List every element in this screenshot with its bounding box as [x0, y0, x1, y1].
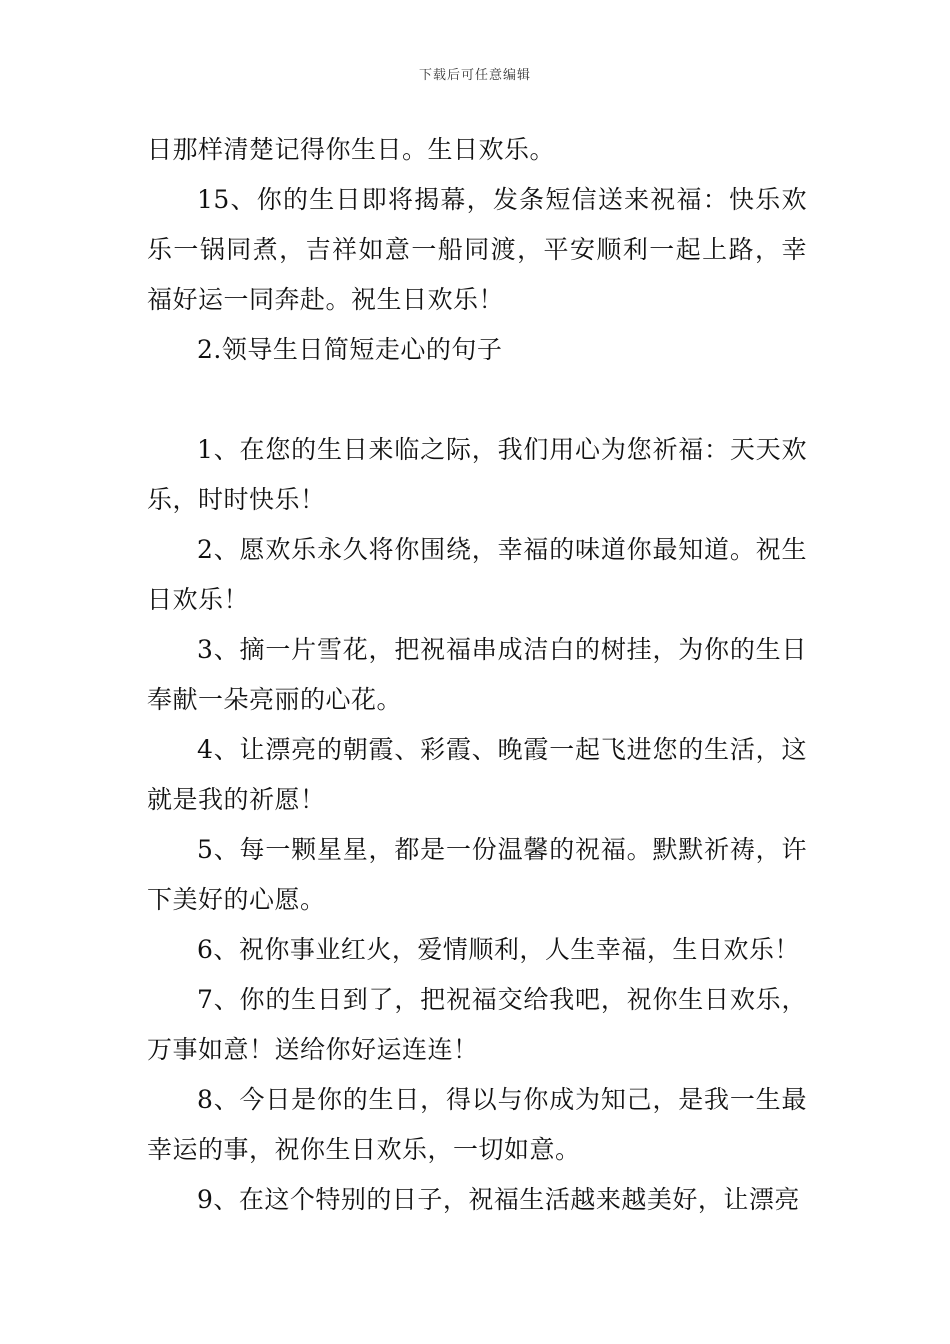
page-header: 下载后可任意编辑 [418, 68, 531, 83]
paragraph: 8、今日是你的生日，得以与你成为知己，是我一生最幸运的事，祝你生日欢乐，一切如意。 [147, 1085, 807, 1164]
paragraph: 1、在您的生日来临之际，我们用心为您祈福：天天欢乐，时时快乐！ [147, 435, 807, 514]
paragraph: 4、让漂亮的朝霞、彩霞、晚霞一起飞进您的生活，这就是我的祈愿！ [147, 735, 807, 814]
paragraph: 3、摘一片雪花，把祝福串成洁白的树挂，为你的生日奉献一朵亮丽的心花。 [147, 635, 807, 714]
paragraph: 日那样清楚记得你生日。生日欢乐。 [147, 135, 556, 164]
paragraph: 15、你的生日即将揭幕，发条短信送来祝福：快乐欢乐一锅同煮，吉祥如意一船同渡，平安顺利一起上路，幸福好运一同奔赴。祝生日欢乐！ [147, 185, 807, 314]
paragraph: 2、愿欢乐永久将你围绕，幸福的味道你最知道。祝生日欢乐！ [147, 535, 807, 614]
document-body [147, 125, 807, 1225]
paragraph: 5、每一颗星星，都是一份温馨的祝福。默默祈祷，许下美好的心愿。 [147, 835, 807, 914]
paragraph: 9、在这个特别的日子，祝福生活越来越美好，让漂亮 [197, 1185, 800, 1214]
section-heading: 2.领导生日简短走心的句子 [197, 335, 503, 364]
paragraph: 6、祝你事业红火，爱情顺利，人生幸福，生日欢乐！ [197, 935, 800, 964]
paragraph: 7、你的生日到了，把祝福交给我吧，祝你生日欢乐，万事如意！送给你好运连连！ [147, 985, 807, 1064]
